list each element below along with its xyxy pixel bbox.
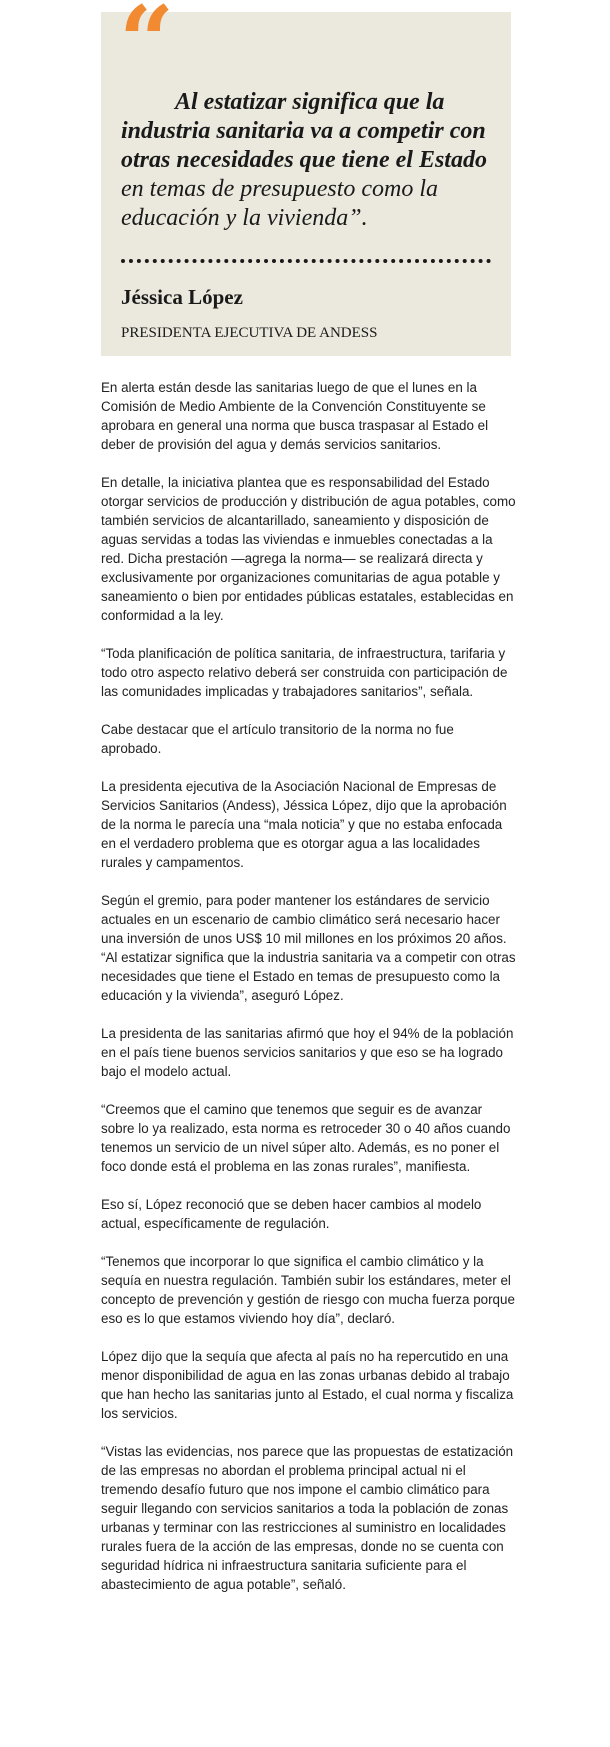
article-paragraph: La presidenta ejecutiva de la Asociación Nacional de Empresas de Servicios Sanitarios (Andess), Jéssica López, dijo que la aprobación de la norma le parecía una “mala noticia” y que no estaba enfocada en el verdadero problema que es otorgar agua a las localidades rurales y campamentos. (101, 779, 507, 870)
article-paragraph: Eso sí, López reconoció que se deben hacer cambios al modelo actual, específicamente de regulación. (101, 1197, 482, 1231)
article-paragraph: Según el gremio, para poder mantener los estándares de servicio actuales en un escenario de cambio climático será necesario hacer una inversión de unos US$ 10 mil millones en los próximos 20 años. “Al estatizar significa que la industria sanitaria va a competir con otras necesidades que tiene el Estado en temas de presupuesto como la educación y la vivienda”, aseguró López. (101, 893, 516, 1003)
article-body (101, 378, 517, 1613)
article-paragraph: López dijo que la sequía que afecta al país no ha repercutido en una menor disponibilidad de agua en las zonas urbanas debido al trabajo que han hecho las sanitarias junto al Estado, el cual norma y fiscaliza los servicios. (101, 1349, 514, 1421)
article-paragraph: Cabe destacar que el artículo transitorio de la norma no fue aprobado. (101, 722, 454, 756)
article-paragraph: En detalle, la iniciativa plantea que es responsabilidad del Estado otorgar servicios de producción y distribución de agua potables, como también servicios de alcantarillado, saneamiento y disposición de aguas servidas a todas las viviendas e inmuebles conectadas a la red. Dicha prestación —agrega la norma— se realizará directa y exclusivamente por organizaciones comunitarias de agua potable y saneamiento o bien por entidades públicas estatales, establecidas en conformidad a la ley. (101, 475, 516, 623)
quote-author-name: Jéssica López (121, 285, 243, 309)
article-paragraph: “Toda planificación de política sanitaria, de infraestructura, tarifaria y todo otro aspecto relativo deberá ser construida con participación de las comunidades implicadas y trabajadores sanitarios”, señala. (101, 646, 508, 699)
quote-author-role: PRESIDENTA EJECUTIVA DE ANDESS (121, 325, 378, 341)
pull-quote-text (121, 88, 501, 233)
article-paragraph: “Tenemos que incorporar lo que significa el cambio climático y la sequía en nuestra regulación. También subir los estándares, meter el concepto de prevención y gestión de riesgo con mucha fuerza porque eso es lo que estamos viviendo hoy día”, declaró. (101, 1254, 515, 1326)
article-paragraph: En alerta están desde las sanitarias luego de que el lunes en la Comisión de Medio Ambiente de la Convención Constituyente se aprobara en general una norma que busca traspasar al Estado el deber de provisión del agua y demás servicios sanitarios. (101, 380, 489, 452)
dotted-divider (121, 259, 491, 267)
quotation-mark-icon: “ (119, 0, 175, 98)
pull-quote-text-light: en temas de presupuesto como la educación y la vivienda”. (121, 176, 439, 231)
article-paragraph: “Creemos que el camino que tenemos que seguir es de avanzar sobre lo ya realizado, esta norma es retroceder 30 o 40 años cuando tenemos un servicio de un nivel súper alto. Además, es no poner el foco donde está el problema en las zonas rurales”, manifiesta. (101, 1102, 511, 1174)
article-paragraph: “Vistas las evidencias, nos parece que las propuestas de estatización de las empresas no abordan el problema principal actual ni el tremendo desafío futuro que nos impone el cambio climático para seguir llegando con servicios sanitarios a toda la población de zonas urbanas y terminar con las restricciones al suministro en localidades rurales fuera de la acción de las empresas, donde no se cuenta con seguridad hídrica ni infraestructura sanitaria suficiente para el abastecimiento de agua potable”, señaló. (101, 1444, 514, 1592)
pull-quote-text-bold: Al estatizar significa que la industria sanitaria va a competir con otras necesidades que tiene el Estado (121, 89, 487, 173)
article-paragraph: La presidenta de las sanitarias afirmó que hoy el 94% de la población en el país tiene buenos servicios sanitarios y que eso se ha logrado bajo el modelo actual. (101, 1026, 514, 1079)
pull-quote (101, 0, 511, 356)
